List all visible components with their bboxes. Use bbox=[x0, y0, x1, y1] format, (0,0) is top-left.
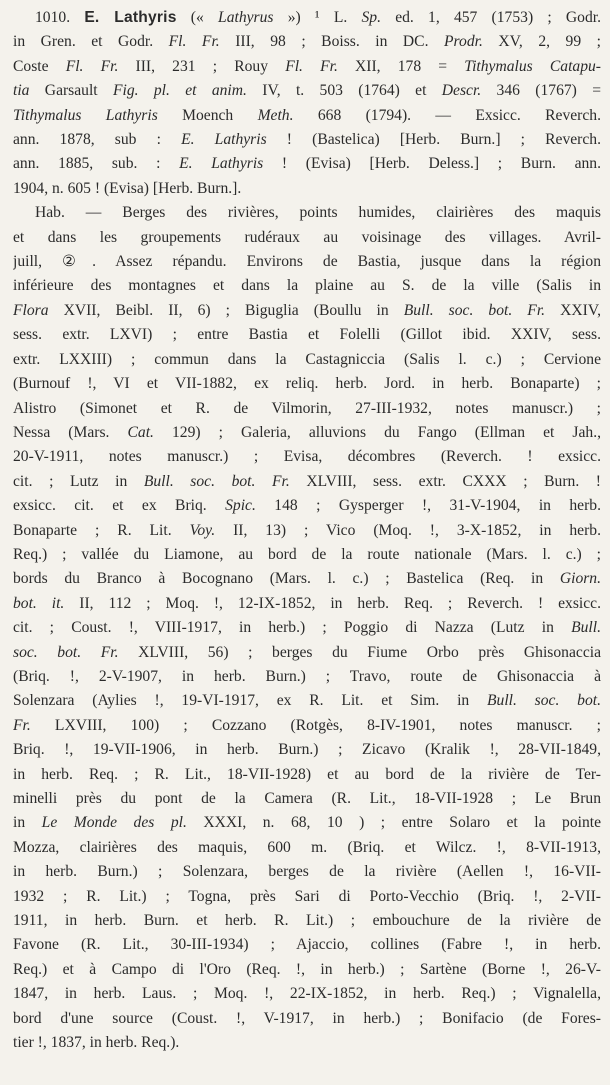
habitat-line: exsicc. cit. et ex Briq. Spic. 148 ; Gysperger !, 31-V-1904, in herb. bbox=[13, 497, 601, 515]
habitat-line: 20-V-1911, notes manuscr.) ; Evisa, décombres (Reverch. ! exsicc. bbox=[13, 448, 601, 466]
habitat-line: Req.) et à Campo di l'Oro (Req. !, in herb.) ; Sartène (Borne !, 26-V- bbox=[13, 960, 601, 978]
habitat-line: Nessa (Mars. Cat. 129) ; Galeria, alluvions du Fango (Ellman et Jah., bbox=[13, 423, 601, 441]
habitat-line: juill, ②. Assez répandu. Environs de Bastia, jusque dans la région bbox=[13, 253, 601, 271]
habitat-line: Fr. LXVIII, 100) ; Cozzano (Rotgès, 8-IV-1901, notes manuscr. ; bbox=[13, 716, 601, 734]
entry-line: Coste Fl. Fr. III, 231 ; Rouy Fl. Fr. XII, 178 = Tithymalus Catapu- bbox=[13, 57, 601, 75]
species-entry bbox=[13, 6, 601, 201]
habitat-line: Favone (R. Lit., 30-III-1934) ; Ajaccio, collines (Fabre !, in herb. bbox=[13, 936, 601, 954]
entry-line: 1904, n. 605 ! (Evisa) [Herb. Burn.]. bbox=[13, 179, 242, 197]
habitat-line: et dans les groupements rudéraux au voisinage des villages. Avril- bbox=[13, 228, 601, 246]
habitat-line: bords du Branco à Bocognano (Mars. l. c.) ; Bastelica (Req. in Giorn. bbox=[13, 570, 601, 588]
habitat-line: Flora XVII, Beibl. II, 6) ; Biguglia (Boullu in Bull. soc. bot. Fr. XXIV, bbox=[13, 301, 601, 319]
habitat-line: Mozza, clairières des maquis, 600 m. (Briq. et Wilcz. !, 8-VII-1913, bbox=[13, 838, 601, 856]
entry-line: ann. 1878, sub : E. Lathyris ! (Bastelica) [Herb. Burn.] ; Reverch. bbox=[13, 131, 601, 149]
habitat-line: Hab. — Berges des rivières, points humides, clairières des maquis bbox=[35, 204, 601, 222]
entry-line: tia Garsault Fig. pl. et anim. IV, t. 503 (1764) et Descr. 346 (1767) = bbox=[13, 82, 601, 100]
habitat-line: (Burnouf !, VI et VII-1882, ex reliq. herb. Jord. in herb. Bonaparte) ; bbox=[13, 375, 601, 393]
habitat-line: Bonaparte ; R. Lit. Voy. II, 13) ; Vico (Moq. !, 3-X-1852, in herb. bbox=[13, 521, 601, 539]
habitat-paragraph bbox=[13, 201, 601, 1055]
habitat-line: in Le Monde des pl. XXXI, n. 68, 10 ) ; entre Solaro et la pointe bbox=[13, 814, 601, 832]
habitat-line: 1847, in herb. Laus. ; Moq. !, 22-IX-1852, in herb. Req.) ; Vignalella, bbox=[13, 985, 601, 1003]
habitat-line: tier !, 1837, in herb. Req.). bbox=[13, 1034, 180, 1052]
habitat-line: extr. LXXIII) ; commun dans la Castagniccia (Salis l. c.) ; Cervione bbox=[13, 350, 601, 368]
habitat-line: bot. it. II, 112 ; Moq. !, 12-IX-1852, in herb. Req. ; Reverch. ! exsicc. bbox=[13, 594, 601, 612]
habitat-line: (Briq. !, 2-V-1907, in herb. Burn.) ; Travo, route de Ghisonaccia à bbox=[13, 667, 601, 685]
habitat-line: 1911, in herb. Burn. et herb. R. Lit.) ; embouchure de la rivière de bbox=[13, 912, 601, 930]
habitat-line: in herb. Burn.) ; Solenzara, berges de la rivière (Aellen !, 16-VII- bbox=[13, 863, 601, 881]
entry-line: Tithymalus Lathyris Moench Meth. 668 (1794). — Exsicc. Reverch. bbox=[13, 106, 601, 124]
habitat-line: in herb. Req. ; R. Lit., 18-VII-1928) et au bord de la rivière de Ter- bbox=[13, 765, 601, 783]
habitat-line: 1932 ; R. Lit.) ; Togna, près Sari di Porto-Vecchio (Briq. !, 2-VII- bbox=[13, 887, 601, 905]
habitat-line: Briq. !, 19-VII-1906, in herb. Burn.) ; Zicavo (Kralik !, 28-VII-1849, bbox=[13, 741, 601, 759]
entry-line: 1010. E. Lathyris (« Lathyrus ») ¹ L. Sp. ed. 1, 457 (1753) ; Godr. bbox=[35, 9, 601, 26]
habitat-line: Solenzara (Aylies !, 19-VI-1917, ex R. Lit. et Sim. in Bull. soc. bot. bbox=[13, 692, 601, 710]
habitat-line: inférieure des montagnes et dans la plaine au S. de la ville (Salis in bbox=[13, 277, 601, 295]
habitat-line: Req.) ; vallée du Liamone, au bord de la route nationale (Mars. l. c.) ; bbox=[13, 545, 601, 563]
habitat-line: soc. bot. Fr. XLVIII, 56) ; berges du Fiume Orbo près Ghisonaccia bbox=[13, 643, 601, 661]
habitat-line: Alistro (Simonet et R. de Vilmorin, 27-III-1932, notes manuscr.) ; bbox=[13, 399, 601, 417]
habitat-line: bord d'une source (Coust. !, V-1917, in herb.) ; Bonifacio (de Fores- bbox=[13, 1009, 601, 1027]
entry-line: ann. 1885, sub. : E. Lathyris ! (Evisa) [Herb. Deless.] ; Burn. ann. bbox=[13, 155, 601, 173]
habitat-line: sess. extr. LXVI) ; entre Bastia et Folelli (Gillot ibid. XXIV, sess. bbox=[13, 326, 601, 344]
habitat-line: cit. ; Lutz in Bull. soc. bot. Fr. XLVIII, sess. extr. CXXX ; Burn. ! bbox=[13, 472, 601, 490]
habitat-line: cit. ; Coust. !, VIII-1917, in herb.) ; Poggio di Nazza (Lutz in Bull. bbox=[13, 619, 601, 637]
habitat-line: minelli près du pont de la Camera (R. Lit., 18-VII-1928 ; Le Brun bbox=[13, 790, 601, 807]
entry-line: in Gren. et Godr. Fl. Fr. III, 98 ; Boiss. in DC. Prodr. XV, 2, 99 ; bbox=[13, 33, 601, 51]
